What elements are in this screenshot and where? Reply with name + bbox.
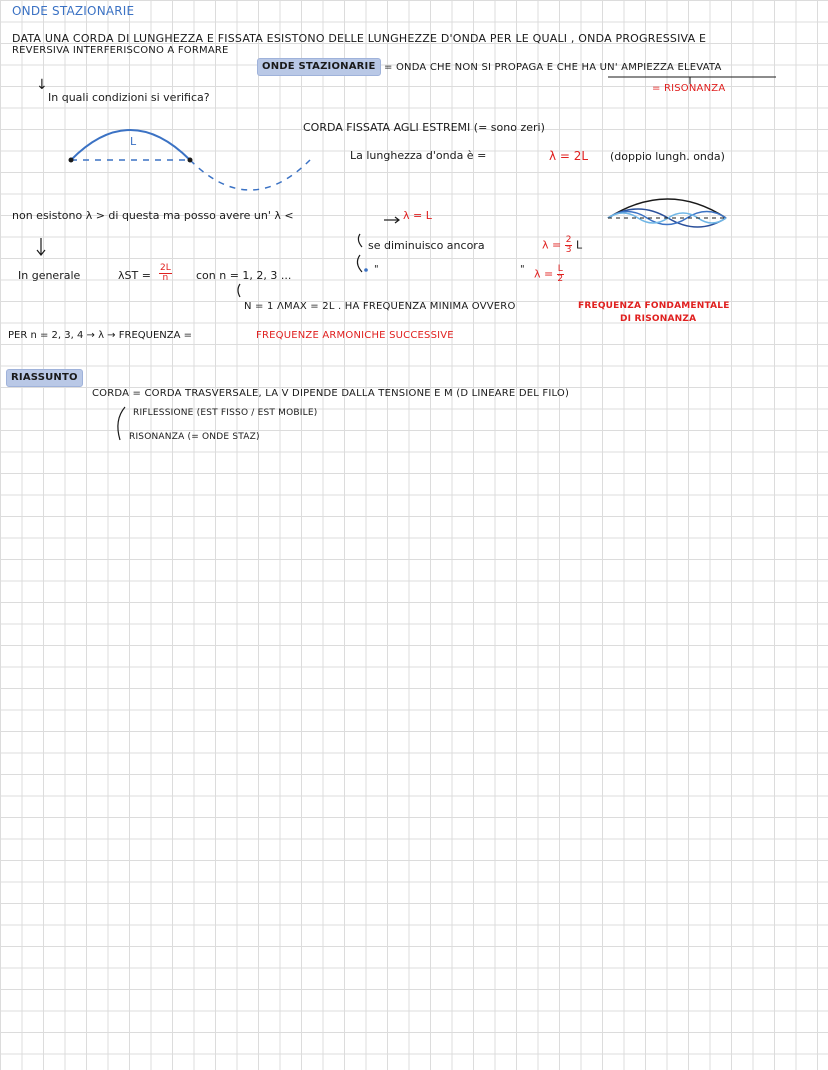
- summary-line-2: RIFLESSIONE (EST FISSO / EST MOBILE): [133, 408, 318, 418]
- n-brace: [238, 284, 240, 297]
- half-L-formula: [534, 265, 564, 284]
- decrease-text: se diminuisco ancora: [368, 239, 485, 252]
- general-condition: con n = 1, 2, 3 ...: [196, 269, 292, 282]
- brace-2: [357, 255, 362, 272]
- two-thirds-den: 3: [565, 245, 572, 255]
- two-thirds-prefix: λ =: [542, 238, 562, 252]
- lambda-L-formula: λ = L: [403, 209, 432, 222]
- general-num: 2L: [160, 263, 171, 273]
- general-fraction: [159, 264, 172, 283]
- half-L-den: 2: [557, 274, 564, 284]
- summary-brace: [118, 407, 125, 440]
- wavelength-note: (doppio lungh. onda): [610, 150, 725, 163]
- resonance-label: = RISONANZA: [652, 83, 726, 94]
- fixed-end-right-icon: [188, 158, 193, 163]
- bullet-blue-icon: [364, 268, 368, 272]
- n1-text: N = 1 ΛMAX = 2L . HA FREQUENZA MINIMA OVVERO: [244, 301, 516, 312]
- length-label: L: [130, 135, 137, 148]
- two-thirds-num: 2: [565, 235, 572, 245]
- page-title: ONDE STAZIONARIE: [12, 4, 135, 18]
- general-frac: [159, 264, 172, 283]
- not-exist-text: non esistono λ > di questa ma posso avere un' λ <: [12, 209, 294, 222]
- wavelength-prefix: La lunghezza d'onda è =: [350, 149, 487, 162]
- fixed-string-text: CORDA FISSATA AGLI ESTREMI (= sono zeri): [303, 121, 545, 134]
- general-den: n: [162, 273, 169, 283]
- summary-label: RIASSUNTO: [6, 369, 83, 387]
- half-L-fraction: [557, 265, 564, 284]
- general-symbol: λST =: [118, 269, 151, 282]
- half-L-prefix: λ =: [534, 267, 554, 281]
- summary-line-1: CORDA = CORDA TRASVERSALE, LA V DIPENDE DALLA TENSIONE E Μ (D LINEARE DEL FILO): [92, 388, 570, 399]
- ditto-mark-2: ": [520, 264, 525, 275]
- two-thirds-formula: [542, 236, 582, 255]
- definition-text: = ONDA CHE NON SI PROPAGA E CHE HA UN' AMPIEZZA ELEVATA: [384, 62, 722, 73]
- fundamental-line-1: FREQUENZA FONDAMENTALE: [578, 301, 730, 311]
- fundamental-line-2: DI RISONANZA: [620, 314, 697, 324]
- summary-line-3: RISONANZA (= ONDE STAZ): [129, 432, 260, 442]
- fixed-end-left-icon: [69, 158, 74, 163]
- down-arrow-icon: ↓: [36, 77, 48, 93]
- intro-line-1: DATA UNA CORDA DI LUNGHEZZA E FISSATA ESISTONO DELLE LUNGHEZZE D'ONDA PER LE QUALI , ONDA PROGRESSIVA E: [12, 32, 707, 45]
- half-L-num: L: [557, 264, 563, 274]
- harmonics-text: PER n = 2, 3, 4 → λ → FREQUENZA =: [8, 330, 192, 341]
- general-text: In generale: [18, 269, 81, 282]
- dashed-wave-curve: [190, 160, 310, 190]
- harmonics-value: FREQUENZE ARMONICHE SUCCESSIVE: [256, 330, 454, 341]
- definition-term-highlight: ONDE STAZIONARIE: [257, 58, 381, 76]
- intro-line-2: REVERSIVA INTERFERISCONO A FORMARE: [12, 45, 229, 56]
- wavelength-formula: λ = 2L: [549, 149, 589, 163]
- brace-1: [358, 234, 362, 247]
- two-thirds-fraction: [565, 236, 573, 255]
- harmonic-arc-black: [608, 199, 726, 218]
- ditto-mark-1: ": [374, 264, 379, 275]
- two-thirds-tail: L: [575, 238, 583, 252]
- question-text: In quali condizioni si verifica?: [48, 91, 210, 104]
